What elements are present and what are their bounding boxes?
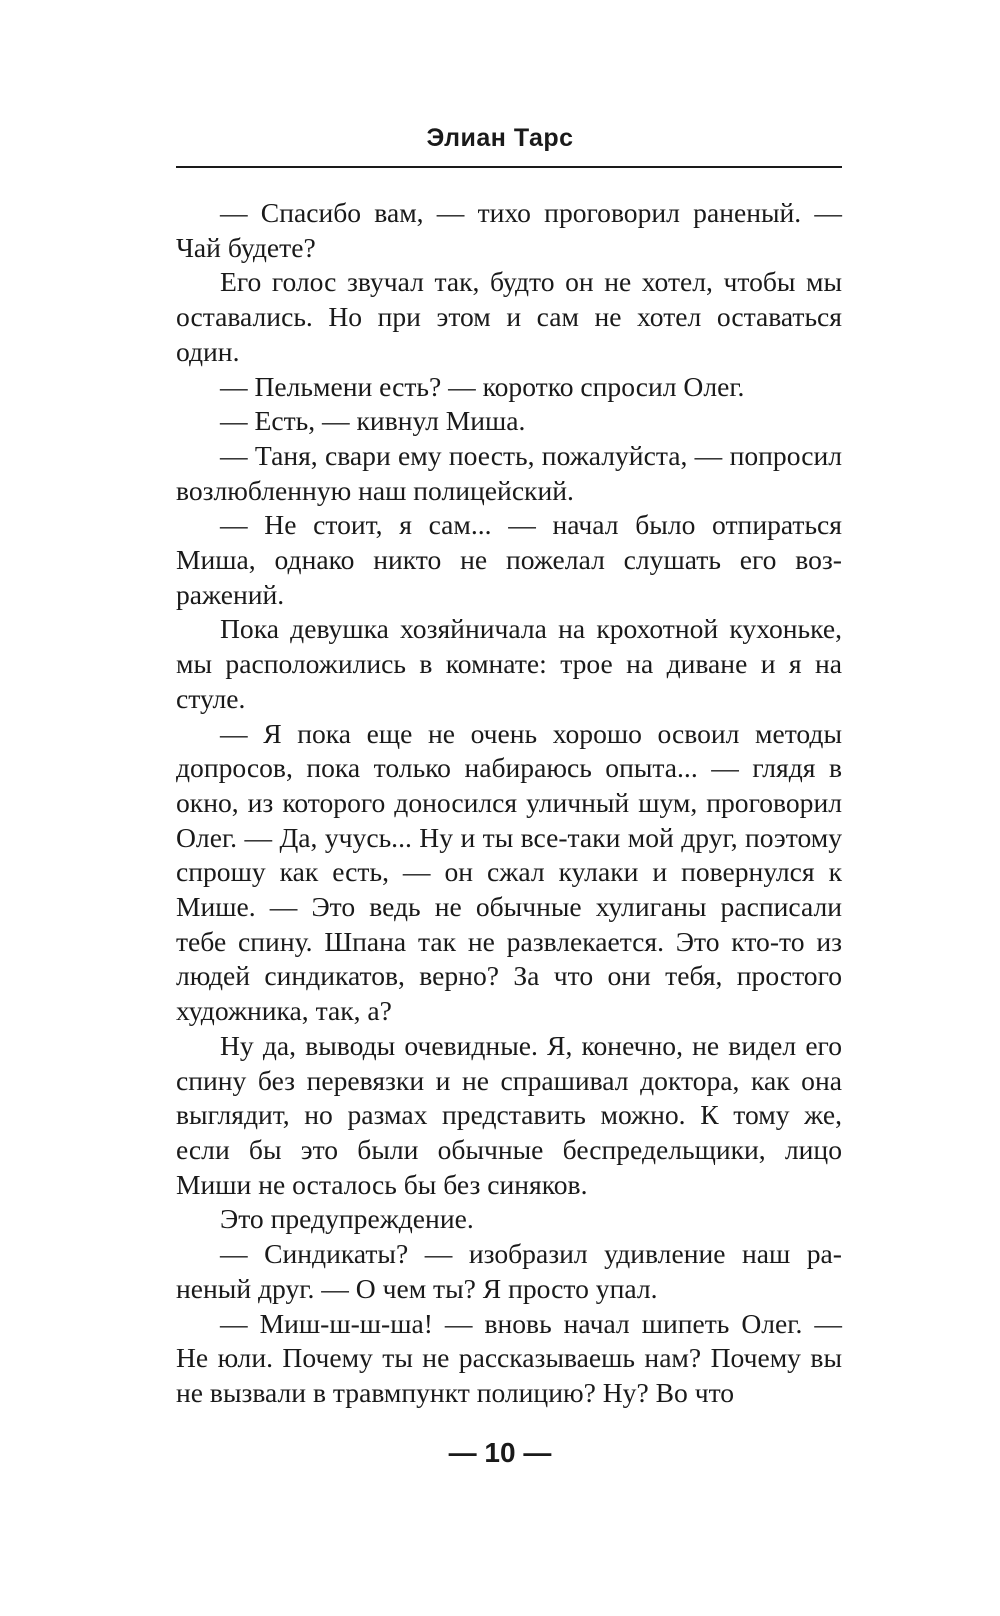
- paragraph: — Спасибо вам, — тихо проговорил раненый. — Чай будете?: [176, 197, 842, 263]
- header-rule: [176, 166, 842, 168]
- paragraph: — Пельмени есть? — коротко спросил Олег.: [220, 370, 745, 402]
- paragraph: Это предупреждение.: [220, 1203, 474, 1235]
- running-head-author: Элиан Тарс: [426, 124, 574, 152]
- body-text: [176, 196, 842, 1411]
- paragraph: Пока девушка хозяйничала на крохотной кухоньке, мы расположились в комнате: трое на диване и я на стуле.: [176, 613, 842, 714]
- paragraph: — Миш-ш-ш-ша! — вновь начал шипеть Олег. — Не юли. Почему ты не рассказываешь нам? Почему вы не вызвали в травмпункт полицию? Ну? Во что: [176, 1307, 842, 1408]
- paragraph: — Синдикаты? — изобразил удивление наш раненый друг. — О чем ты? Я просто упал.: [176, 1238, 842, 1304]
- paragraph: Ну да, выводы очевидные. Я, конечно, не видел его спину без перевязки и не спрашивал доктора, как она выглядит, но размах представить можно. К тому же, если бы это были обычные беспредельщики, лицо Миши не осталось бы без синяков.: [176, 1029, 842, 1200]
- paragraph: Его голос звучал так, будто он не хотел, чтобы мы оставались. Но при этом и сам не хотел оставаться один.: [176, 266, 842, 367]
- paragraph: — Я пока еще не очень хорошо освоил методы допросов, пока только набираюсь опыта... — глядя в окно, из которого доносился уличный шум, проговорил Олег. — Да, учусь... Ну и ты все-таки мой друг, поэтому спрошу как есть, — он сжал кулаки и повернулся к Мише. — Это ведь не обычные хулиганы расписали тебе спину. Шпана так не развлекается. Это кто-то из людей синдикатов, верно? За что они тебя, простого художника, так, а?: [176, 717, 842, 1027]
- paragraph: — Не стоит, я сам... — начал было отпираться Миша, однако никто не пожелал слушать его возражений.: [176, 509, 842, 610]
- paragraph: — Таня, свари ему поесть, пожалуйста, — попросил возлюбленную наш полицейский.: [176, 439, 842, 506]
- paragraph: — Есть, — кивнул Миша.: [220, 405, 526, 437]
- page-number: — 10 —: [448, 1437, 552, 1468]
